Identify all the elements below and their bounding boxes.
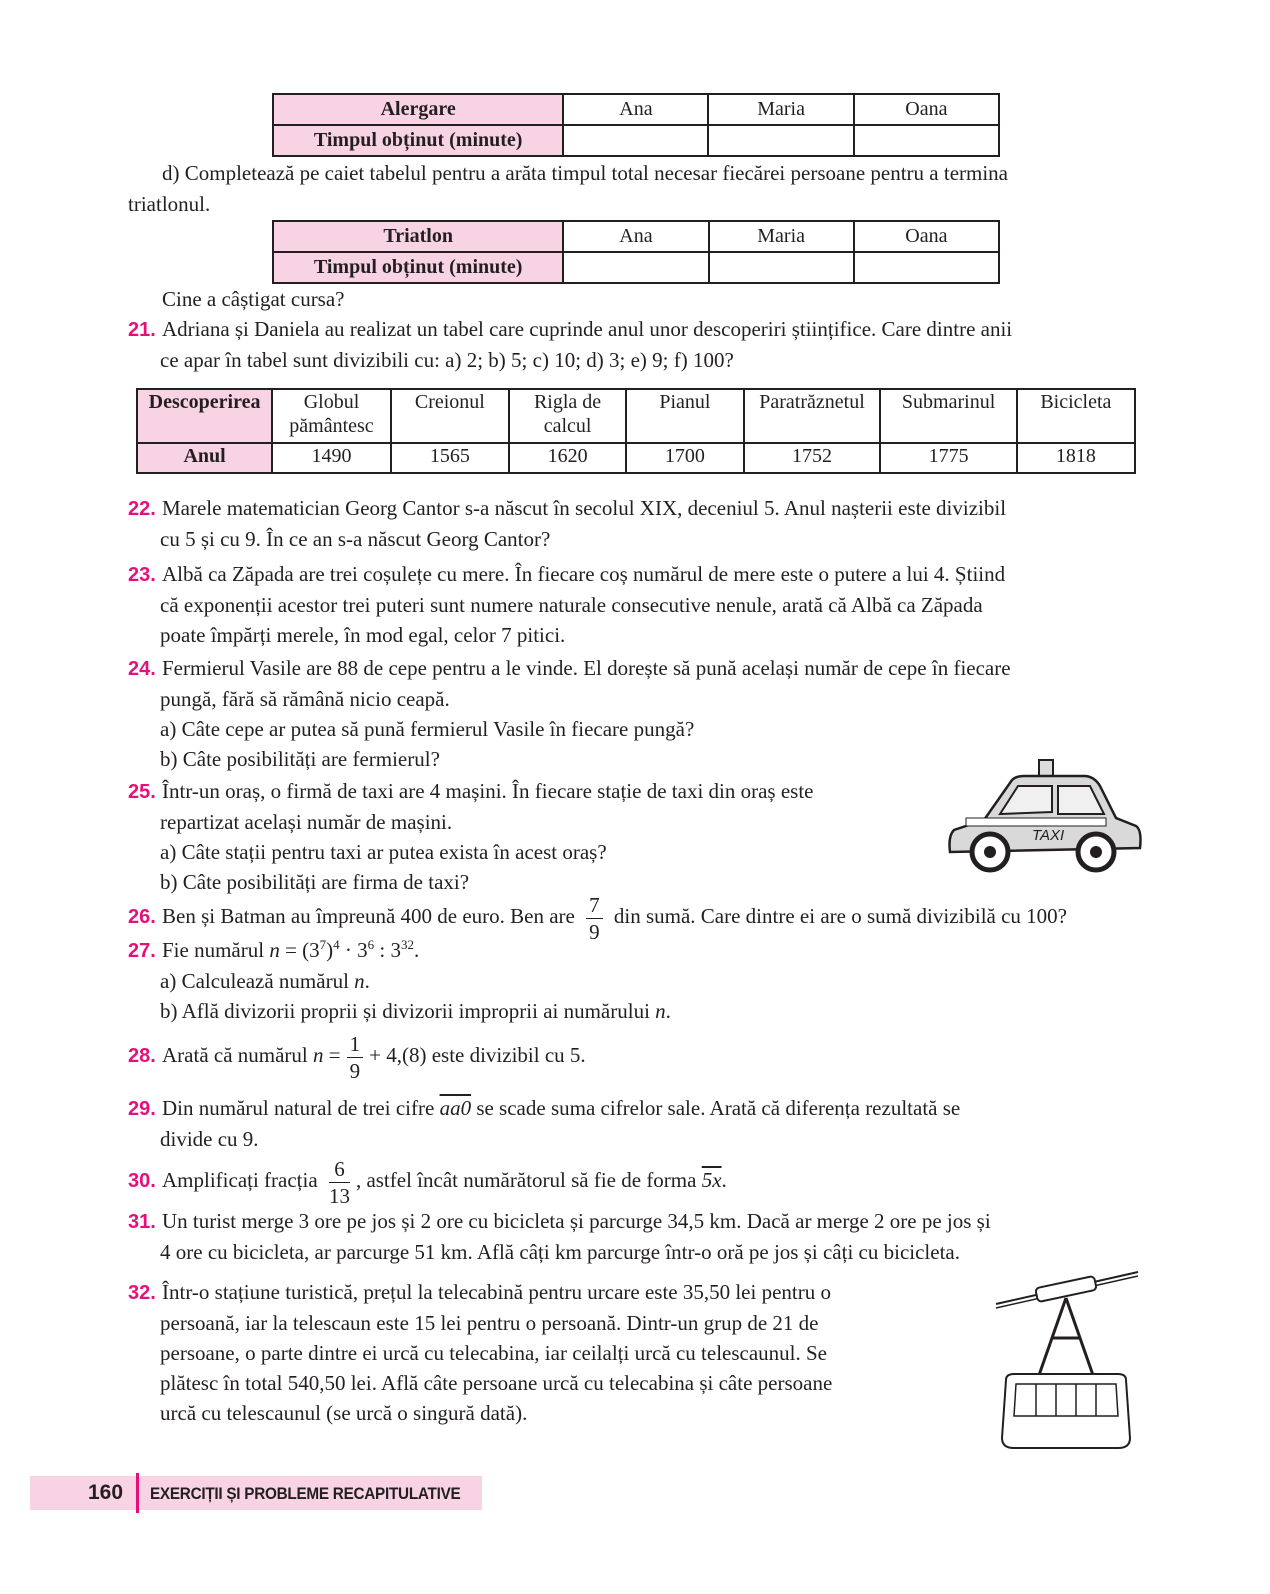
problem-text: Fie numărul [162, 938, 265, 962]
problem-23 [128, 559, 1005, 650]
problem-text: ce apar în tabel sunt divizibili cu: a) 2; b) 5; c) 10; d) 3; e) 9; f) 100? [160, 348, 734, 372]
table-row-label: Timpul obținut (minute) [273, 125, 563, 156]
problem-text: din sumă. Care dintre ei are o sumă divizibilă cu 100? [613, 904, 1067, 928]
problem-subpoint: a) Calculează numărul n. [160, 969, 370, 993]
fraction-denominator: 9 [589, 919, 600, 944]
table-cell: 1700 [626, 443, 743, 473]
problem-text: Un turist merge 3 ore pe jos și 2 ore cu bicicleta și parcurge 34,5 km. Dacă ar merge 2 ore pe jos și [162, 1209, 991, 1233]
exercise-d-text-cont: triatlonul. [128, 192, 211, 216]
problem-text: este divizibil cu 5. [431, 1043, 586, 1067]
problem-text: Din numărul natural de trei cifre [162, 1096, 435, 1120]
problem-number: 32. [128, 1282, 156, 1304]
problem-text: , astfel încât numărătorul să fie de forma [355, 1168, 697, 1192]
footer-page-number: 160 [88, 1481, 124, 1504]
problem-27 [128, 935, 671, 1026]
problem-subpoint: b) Câte posibilități are firma de taxi? [160, 870, 470, 894]
table-cell: Ana [563, 94, 708, 125]
problem-subpoint: b) Câte posibilități are fermierul? [160, 747, 440, 771]
table-cell-empty [854, 125, 999, 156]
problem-number: 24. [128, 658, 156, 680]
fraction-denominator: 13 [328, 1183, 350, 1208]
fraction-numerator: 1 [347, 1031, 364, 1058]
problem-number: 21. [128, 319, 156, 341]
table-cell-empty [854, 252, 999, 283]
table-cell-empty [563, 125, 708, 156]
fraction-numerator: 6 [329, 1156, 350, 1183]
table-cell: 1818 [1017, 443, 1135, 473]
table-cell: 1565 [391, 443, 509, 473]
table-cell: Globul pământesc [272, 389, 391, 443]
table-cell: 1752 [744, 443, 881, 473]
overlined-number: aa0 [439, 1096, 472, 1120]
table-cell-empty [563, 252, 708, 283]
problem-25 [128, 776, 814, 897]
problem-subpoint: a) Câte cepe ar putea să pună fermierul Vasile în fiecare pungă? [160, 717, 695, 741]
punctuation: . [721, 1168, 727, 1192]
table-triatlon [272, 220, 1000, 284]
problem-text: că exponenții acestor trei puteri sunt numere naturale consecutive nenule, arată că Albă ca Zăpada [160, 593, 983, 617]
problem-31 [128, 1206, 991, 1267]
problem-29 [128, 1093, 960, 1154]
table-header: Alergare [273, 94, 563, 125]
table-cell: 1620 [509, 443, 626, 473]
problem-text: se scade suma cifrelor sale. Arată că diferența rezultată se [476, 1096, 961, 1120]
winner-question: Cine a câștigat cursa? [162, 287, 345, 311]
problem-number: 30. [128, 1170, 156, 1192]
hanger-arm [1038, 1298, 1094, 1378]
table-cell: Creionul [391, 389, 509, 443]
problem-number: 27. [128, 940, 156, 962]
problem-text: Albă ca Zăpada are trei coșulețe cu mere. În fiecare coș numărul de mere este o putere a lui 4. Știind [162, 562, 1006, 586]
problem-32 [128, 1277, 832, 1428]
problem-text: Adriana și Daniela au realizat un tabel care cuprinde anul unor descoperiri științifice. Care dintre anii [162, 317, 1013, 341]
cabin-window [1014, 1384, 1118, 1416]
fraction [329, 1156, 350, 1209]
taxi-checker-stripe [966, 818, 1106, 826]
problem-number: 26. [128, 906, 156, 928]
table-header: Triatlon [273, 221, 563, 252]
problem-text: divide cu 9. [160, 1127, 259, 1151]
table-cell-empty [708, 125, 853, 156]
problem-text: cu 5 și cu 9. În ce an s-a născut Georg Cantor? [160, 527, 551, 551]
table-cell: Rigla de calcul [509, 389, 626, 443]
table-cell: Maria [708, 94, 853, 125]
problem-text: plătesc în total 540,50 lei. Află câte persoane urcă cu telecabina și câte persoane [160, 1371, 833, 1395]
exercise-d-text: d) Completează pe caiet tabelul pentru a arăta timpul total necesar fiecărei persoane pentru a termina [162, 161, 1008, 185]
problem-subpoint: b) Află divizorii proprii și divizorii improprii ai numărului n. [160, 999, 671, 1023]
cable-car-illustration [992, 1268, 1142, 1458]
problem-text: urcă cu telescaunul (se urcă o singură dată). [160, 1401, 528, 1425]
problem-number: 23. [128, 564, 156, 586]
problem-subpoint: a) Câte stații pentru taxi ar putea exista în acest oraș? [160, 840, 607, 864]
table-cell: Oana [854, 94, 999, 125]
table-cell: Bicicleta [1017, 389, 1135, 443]
table-row-label: Timpul obținut (minute) [273, 252, 563, 283]
problem-text: persoană, iar la telescaun este 15 lei pentru o persoană. Dintr-un grup de 21 de [160, 1311, 819, 1335]
problem-text: Arată că numărul [162, 1043, 308, 1067]
table-cell: Oana [854, 221, 999, 252]
fraction [347, 1031, 364, 1084]
problem-text: poate împărți merele, în mod egal, celor 7 pitici. [160, 623, 566, 647]
table-cell: Maria [709, 221, 854, 252]
problem-text: pungă, fără să rămână nicio ceapă. [160, 687, 450, 711]
problem-number: 31. [128, 1211, 156, 1233]
taxi-sign-text: TAXI [1032, 827, 1065, 844]
problem-text: 4 ore cu bicicleta, ar parcurge 51 km. Află câți km parcurge într-o oră pe jos și câți cu bicicleta. [160, 1240, 960, 1264]
table-cell: Ana [563, 221, 708, 252]
table-alergare [272, 93, 1000, 157]
taxi-hubcap [984, 846, 996, 858]
taxi-hubcap [1090, 846, 1102, 858]
problem-28: 28. Arată că numărul n = $\frac{1}{9}$ + 4,(8) este divizibil cu 5. [128, 1027, 586, 1084]
taxi-illustration [944, 756, 1144, 874]
footer-title: EXERCIȚII ȘI PROBLEME RECAPITULATIVE [150, 1484, 461, 1503]
problem-22 [128, 493, 1006, 554]
problem-text: Marele matematician Georg Cantor s-a născut în secolul XIX, deceniul 5. Anul nașterii este divizibil [162, 496, 1007, 520]
table-cell-empty [709, 252, 854, 283]
table-cell: Paratrăznetul [744, 389, 881, 443]
problem-number: 29. [128, 1098, 156, 1120]
table-cell: 1775 [880, 443, 1016, 473]
problem-number: 28. [128, 1045, 156, 1067]
problem-text: Amplificați fracția [162, 1168, 318, 1192]
fraction-numerator: 7 [586, 892, 603, 919]
table-descoperiri [136, 388, 1136, 474]
math-expression: $n = (3^7)^4 \cdot 3^6$ : $3^{32}$. [269, 937, 420, 962]
problem-24 [128, 653, 1011, 774]
problem-number: 22. [128, 498, 156, 520]
overlined-number: 5x [701, 1168, 722, 1192]
fraction-denominator: 9 [349, 1058, 361, 1083]
table-cell: Submarinul [880, 389, 1016, 443]
problem-text: Fermierul Vasile are 88 de cepe pentru a le vinde. El dorește să pună același număr de cepe în fiecare [162, 656, 1011, 680]
problem-21 [128, 314, 1012, 375]
table-header: Descoperirea [137, 389, 272, 443]
problem-text: Într-o stațiune turistică, prețul la telecabină pentru urcare este 35,50 lei pentru o [162, 1280, 831, 1304]
table-cell: Pianul [626, 389, 743, 443]
footer-divider [136, 1473, 139, 1513]
problem-text: repartizat același număr de mașini. [160, 810, 453, 834]
problem-number: 25. [128, 781, 156, 803]
math-expression: + 4,(8) [369, 1043, 427, 1067]
problem-30 [128, 1152, 727, 1209]
table-cell: 1490 [272, 443, 391, 473]
problem-text: Ben și Batman au împreună 400 de euro. Ben are [162, 904, 575, 928]
problem-text: persoane, o parte dintre ei urcă cu telecabina, iar ceilalți urcă cu telescaunul. Se [160, 1341, 827, 1365]
table-row-label: Anul [137, 443, 272, 473]
problem-text: Într-un oraș, o firmă de taxi are 4 mașini. În fiecare stație de taxi din oraș este [162, 779, 814, 803]
